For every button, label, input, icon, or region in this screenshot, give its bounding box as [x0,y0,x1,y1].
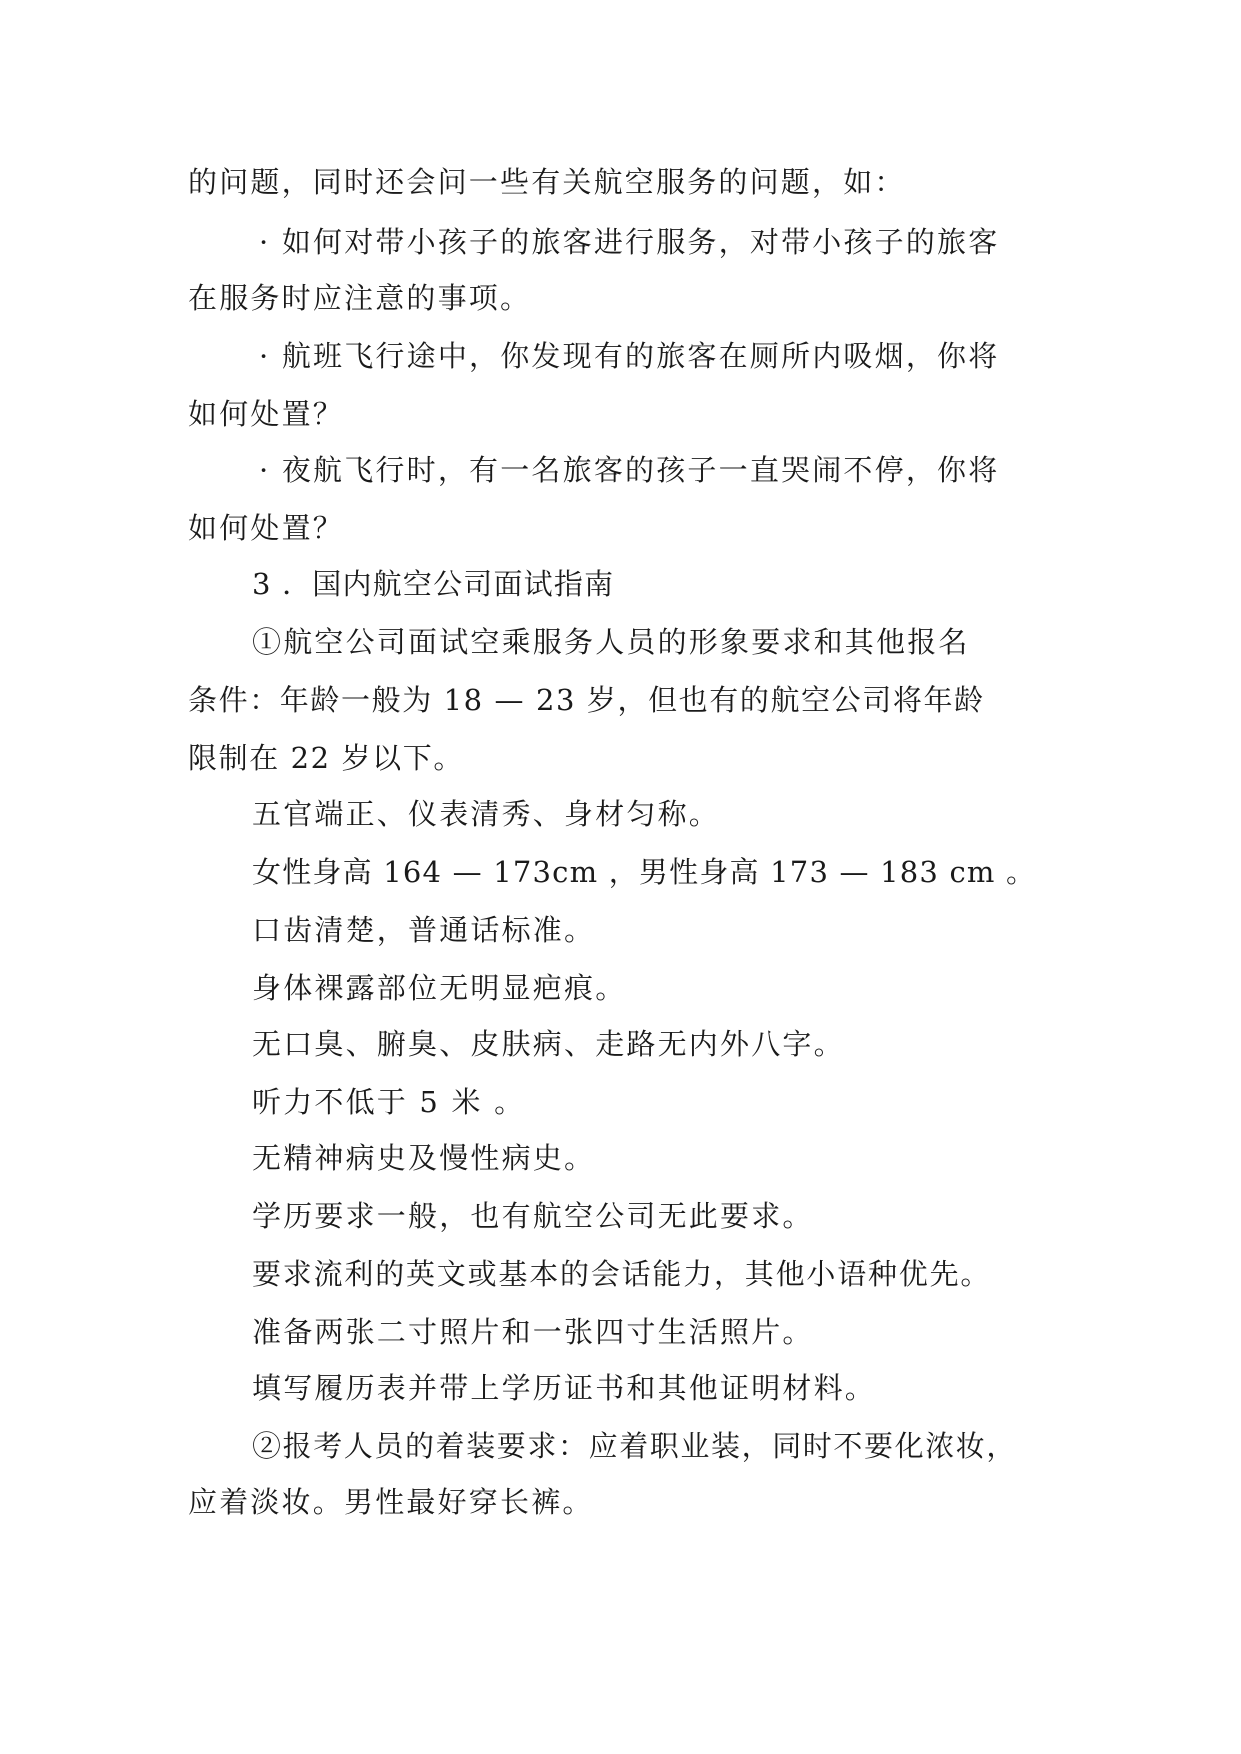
requirement-line: 五官端正、仪表清秀、身材匀称。 [252,797,721,831]
text-line: 如何处置？ [188,511,345,545]
requirement-line: 要求流利的英文或基本的会话能力，其他小语种优先。 [252,1257,992,1291]
requirement-line: 无口臭、腑臭、皮肤病、走路无内外八字。 [252,1027,845,1061]
text-line: 的问题，同时还会问一些有关航空服务的问题，如： [188,165,906,199]
requirement-line: 无精神病史及慢性病史。 [252,1141,596,1175]
text-line: 在服务时应注意的事项。 [188,281,532,315]
bullet-item: · 航班飞行途中，你发现有的旅客在厕所内吸烟，你将 [259,339,1000,373]
bullet-item: · 如何对带小孩子的旅客进行服务，对带小孩子的旅客 [259,225,1000,259]
requirement-line: 女性身高 164 — 173cm ，男性身高 173 — 183 cm 。 [252,855,1037,889]
text-line: 限制在 22 岁以下。 [188,741,464,775]
section-heading: 3 ．国内航空公司面试指南 [252,567,615,601]
text-line: ①航空公司面试空乘服务人员的形象要求和其他报名 [252,625,970,659]
requirement-line: 口齿清楚，普通话标准。 [252,913,596,947]
text-line: 条件：年龄一般为 18 — 23 岁，但也有的航空公司将年龄 [188,683,985,717]
bullet-item: · 夜航飞行时，有一名旅客的孩子一直哭闹不停，你将 [259,453,1000,487]
text-line: 应着淡妆。男性最好穿长裤。 [188,1485,594,1519]
text-line: ②报考人员的着装要求：应着职业装，同时不要化浓妆， [252,1429,1018,1463]
text-line: 如何处置？ [188,397,345,431]
requirement-line: 准备两张二寸照片和一张四寸生活照片。 [252,1315,814,1349]
requirement-line: 听力不低于 5 米 。 [252,1085,526,1119]
requirement-line: 身体裸露部位无明显疤痕。 [252,971,627,1005]
requirement-line: 填写履历表并带上学历证书和其他证明材料。 [252,1371,877,1405]
requirement-line: 学历要求一般，也有航空公司无此要求。 [252,1199,814,1233]
